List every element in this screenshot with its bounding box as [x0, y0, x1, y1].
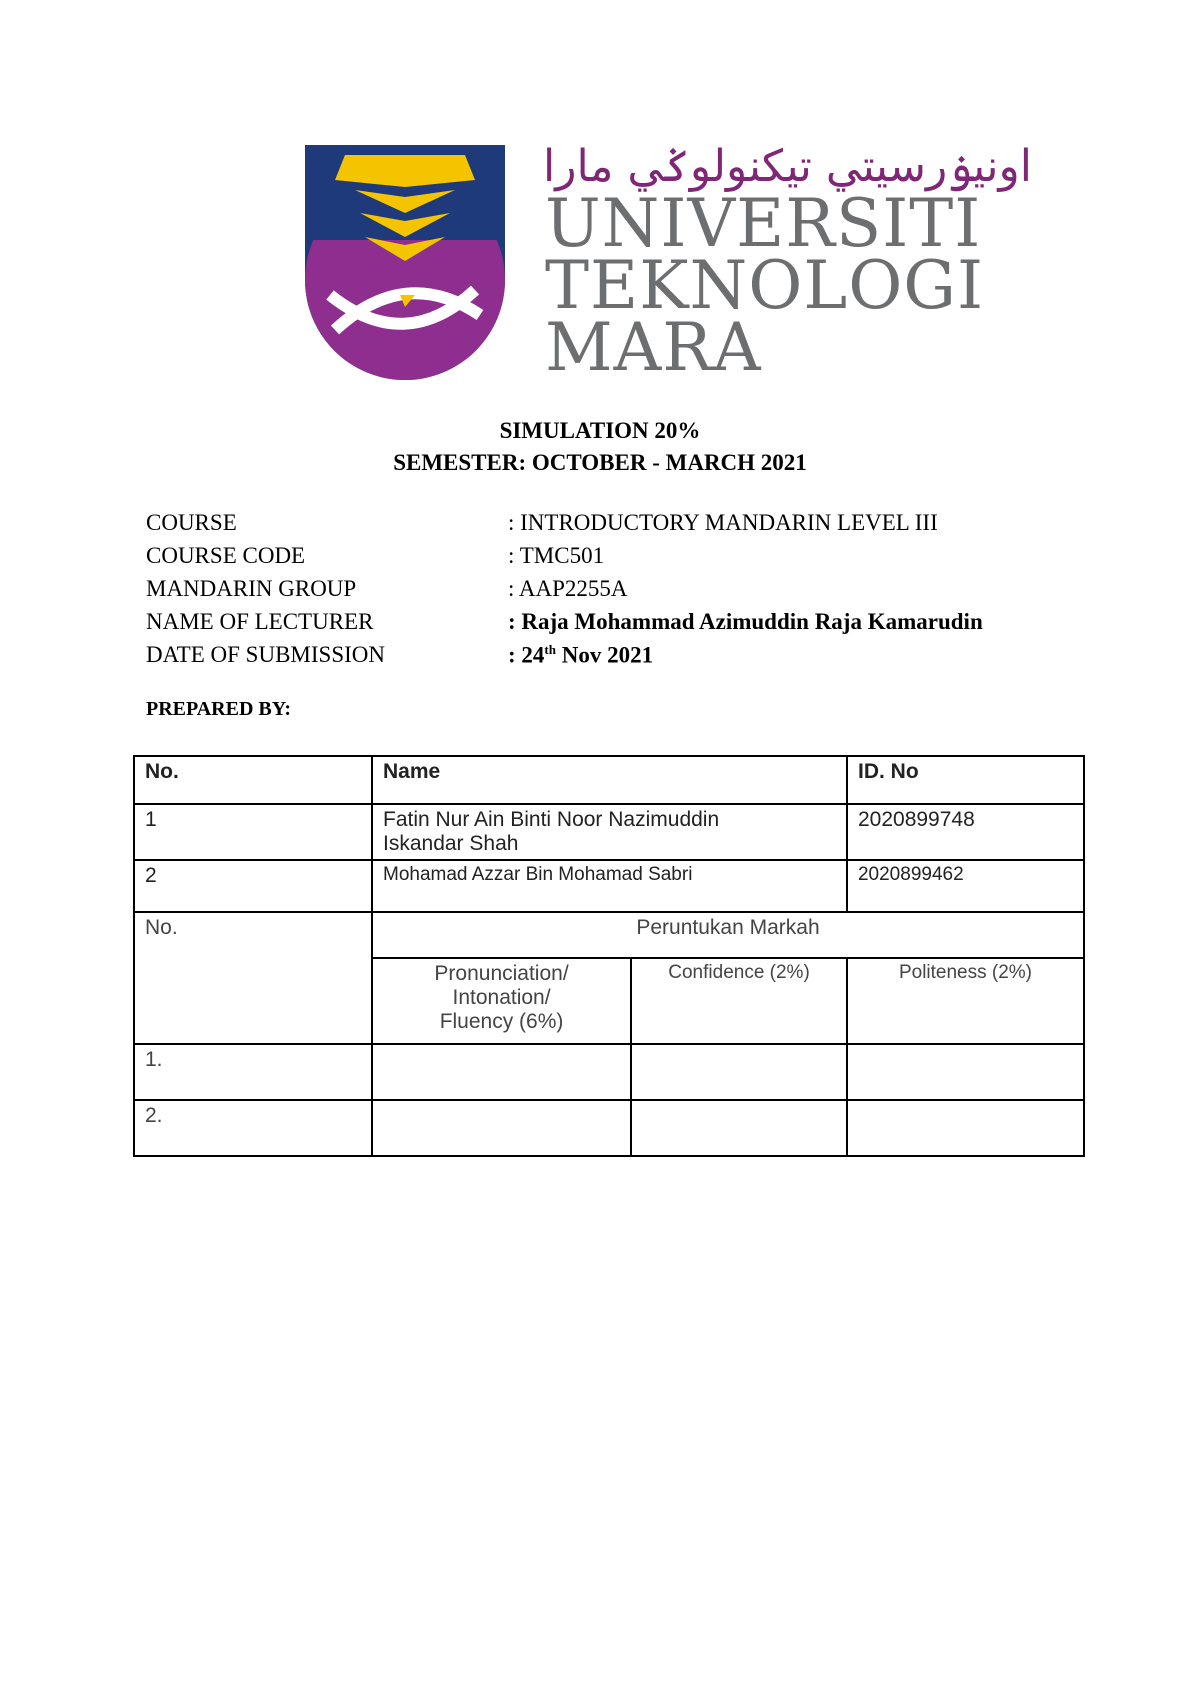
header-name: Name [372, 756, 847, 804]
table-row [134, 860, 1084, 912]
pronunciation-line-2: Intonation/ [452, 986, 551, 1009]
meta-value: : AAP2255A [508, 576, 628, 601]
meta-row-submission-date [146, 642, 983, 675]
date-prefix: : 24 [508, 642, 545, 668]
meta-label: COURSE CODE [146, 543, 306, 568]
wordmark-line-3: MARA [545, 309, 762, 386]
marks-row-no: 1. [134, 1044, 372, 1100]
meta-value: : Raja Mohammad Azimuddin Raja Kamarudin [508, 609, 983, 634]
marks-cell [631, 1044, 847, 1100]
semester-line: SEMESTER: OCTOBER - MARCH 2021 [393, 450, 807, 475]
marks-cell [372, 1100, 631, 1156]
wordmark-line-2: TEKNOLOGI [545, 247, 985, 324]
pronunciation-header [372, 958, 631, 1044]
marks-row-no: 2. [134, 1100, 372, 1156]
marks-cell [631, 1100, 847, 1156]
header-id: ID. No [847, 756, 1084, 804]
jawi-wordmark: اونيۏرسيتي تيکنولوݢي مارا [543, 141, 1032, 192]
meta-label: MANDARIN GROUP [146, 576, 357, 601]
marks-cell [847, 1100, 1084, 1156]
university-crest-icon [305, 145, 505, 380]
pronunciation-line-3: Fluency (6%) [439, 1010, 564, 1033]
meta-label: NAME OF LECTURER [146, 609, 374, 634]
member-no: 1 [134, 804, 372, 860]
marks-no-header: No. [134, 912, 372, 1044]
date-suffix: Nov 2021 [555, 642, 654, 668]
meta-row-course-code [146, 543, 983, 576]
prepared-by-label: PREPARED BY: [146, 698, 292, 720]
member-id: 2020899748 [847, 804, 1084, 860]
meta-row-lecturer [146, 609, 983, 642]
members-header-row [134, 756, 1084, 804]
members-marks-table [133, 755, 1085, 1157]
meta-value [508, 642, 653, 675]
member-id: 2020899462 [847, 860, 1084, 912]
meta-row-course [146, 510, 983, 543]
wordmark-line-1: UNIVERSITI [545, 185, 982, 262]
header-no: No. [134, 756, 372, 804]
meta-label: COURSE [146, 510, 237, 535]
course-info [146, 510, 983, 675]
date-ordinal: th [544, 642, 556, 657]
member-no: 2 [134, 860, 372, 912]
university-logo [305, 141, 1032, 386]
meta-row-group [146, 576, 983, 609]
marks-cell [847, 1044, 1084, 1100]
politeness-header: Politeness (2%) [847, 958, 1084, 1044]
member-name: Mohamad Azzar Bin Mohamad Sabri [372, 860, 847, 912]
document-title: SIMULATION 20% [499, 418, 701, 443]
member-name [372, 804, 847, 860]
member-name-line-1: Fatin Nur Ain Binti Noor Nazimuddin [383, 808, 720, 831]
marks-group-header: Peruntukan Markah [372, 912, 1084, 958]
meta-value: : INTRODUCTORY MANDARIN LEVEL III [508, 510, 938, 535]
table-row [134, 1100, 1084, 1156]
meta-label: DATE OF SUBMISSION [146, 642, 385, 667]
marks-cell [372, 1044, 631, 1100]
member-name-line-2: Iskandar Shah [383, 832, 519, 855]
pronunciation-line-1: Pronunciation/ [434, 962, 569, 985]
confidence-header: Confidence (2%) [631, 958, 847, 1044]
marks-header-row [134, 912, 1084, 958]
wordmark [545, 185, 985, 386]
table-row [134, 1044, 1084, 1100]
table-row [134, 804, 1084, 860]
meta-value: : TMC501 [508, 543, 605, 568]
